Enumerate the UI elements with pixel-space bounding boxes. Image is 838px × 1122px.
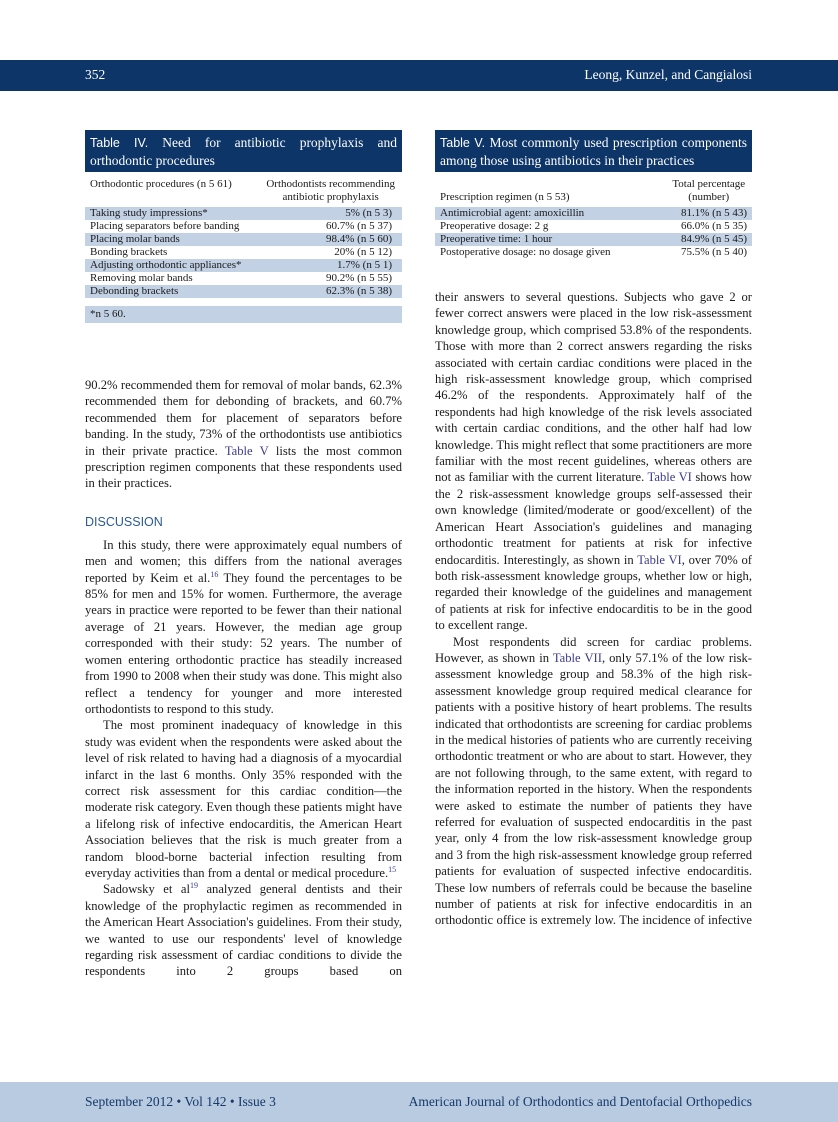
reference-link[interactable]: 19 xyxy=(189,881,198,891)
table-label: Table V. xyxy=(440,136,486,150)
page-number: 352 xyxy=(85,67,106,82)
table-v-link[interactable]: Table V xyxy=(224,443,269,458)
table-header-row xyxy=(85,172,402,207)
text: Most respondents did screen for cardiac problems. However, as shown in xyxy=(435,634,752,665)
table-row xyxy=(85,272,402,285)
cell: 81.1% (n 5 43) xyxy=(681,207,747,219)
cell: Placing molar bands xyxy=(90,233,180,245)
table-v-title xyxy=(435,130,752,172)
right-column-text xyxy=(435,289,752,929)
table-v xyxy=(435,130,752,259)
running-header xyxy=(0,60,838,91)
paragraph xyxy=(435,634,752,929)
running-header-authors: Leong, Kunzel, and Cangialosi xyxy=(584,67,752,82)
paragraph xyxy=(85,537,402,717)
text: , only 57.1% of the low risk-assessment knowledge group and 58.3% of the high risk-assessment knowledge group required medical clearance for patients with a positive history of heart problems. The results indicated that orthodontists are screening for cardiac problems in the medical histories of patients who are currently receiving orthodontic treatment or who are about to start. However, they are not following through, to the same extent, with regard to the information reported in the history. When the respondents were asked to estimate the number of patients they have referred for evaluation of suspected endocarditis in the past year, only 4 from the low risk-assessment knowledge group and 3 from the high risk-assessment knowledge group referred patients for evaluation of suspected infective endocarditis. These low numbers of referrals could be because the baseline number of patients at risk for infective endocarditis in an orthodontic office is extremely low. The incidence of infective xyxy=(435,650,753,928)
issue-info: September 2012 • Vol 142 • Issue 3 xyxy=(85,1094,276,1109)
cell: Bonding brackets xyxy=(90,246,168,258)
running-footer xyxy=(0,1082,838,1122)
column-header: Orthodontists recommending antibiotic prophylaxis xyxy=(266,178,395,203)
table-row xyxy=(435,246,752,259)
cell: Removing molar bands xyxy=(90,272,193,284)
column-header: Orthodontic procedures (n 5 61) xyxy=(90,178,232,190)
paragraph xyxy=(85,717,402,881)
cell: Preoperative time: 1 hour xyxy=(440,233,553,245)
table-row xyxy=(435,220,752,233)
cell: 62.3% (n 5 38) xyxy=(326,285,392,297)
column-header: Prescription regimen (n 5 53) xyxy=(440,191,570,203)
reference-link[interactable]: 16 xyxy=(210,569,219,579)
cell: 66.0% (n 5 35) xyxy=(681,220,747,232)
table-row xyxy=(85,207,402,220)
table-label: Table IV. xyxy=(90,136,149,150)
text: analyzed general dentists and their knowledge of the prophylactic regimen as recommended in the American Heart Association's guidelines. From their study, we wanted to use our respondents' level of knowledge regarding risk assessment of cardiac conditions to divide the respondents into 2 groups based on xyxy=(85,882,402,979)
table-vi-link[interactable]: Table VI xyxy=(637,552,682,567)
text: Sadowsky et al xyxy=(103,882,190,897)
table-vi-link[interactable]: Table VI xyxy=(647,470,692,485)
journal-name: American Journal of Orthodontics and Dentofacial Orthopedics xyxy=(408,1094,752,1109)
text: 90.2% recommended them for removal of molar bands, 62.3% recommended them for debonding of brackets, and 60.7% recommended them for placement of separators before banding. In the study, 73% of the orthodontists use antibiotics in their private practice. xyxy=(85,378,402,458)
cell: 1.7% (n 5 1) xyxy=(337,259,392,271)
cell: Postoperative dosage: no dosage given xyxy=(440,246,611,258)
table-row xyxy=(85,285,402,298)
table-row xyxy=(435,207,752,220)
table-row xyxy=(85,233,402,246)
cell: Preoperative dosage: 2 g xyxy=(440,220,549,232)
table-row xyxy=(85,220,402,233)
cell: Taking study impressions* xyxy=(90,207,208,219)
paragraph xyxy=(435,289,752,634)
cell: 75.5% (n 5 40) xyxy=(681,246,747,258)
cell: 5% (n 5 3) xyxy=(345,207,392,219)
section-heading: DISCUSSION xyxy=(85,514,163,529)
text: They found the percentages to be 85% for men and 15% for women. Furthermore, the average years in practice were reported to be fewer than their national average of 21 years. However, the median age group corresponded with their study: 52 years. The number of women entering orthodontic practice has steadily increased from 1990 to 2008 when their study was done. This might also reflect a tendency for younger and more interested orthodontists to respond to this study. xyxy=(85,570,403,716)
table-caption: Most commonly used prescription components among those using antibiotics in their practices xyxy=(440,135,748,168)
paragraph xyxy=(85,377,402,492)
column-header: Total percentage (number) xyxy=(672,178,746,203)
text: , over 70% of both risk-assessment knowledge groups, whether low or high, regarded their knowledge of the guidelines and management of patients at risk for infective endocarditis to be in the good to excellent range. xyxy=(435,552,752,633)
table-iv xyxy=(85,130,402,323)
cell: 98.4% (n 5 60) xyxy=(326,233,392,245)
text: lists the most common prescription regimen components that these respondents used in their practices. xyxy=(85,443,403,491)
cell: 84.9% (n 5 45) xyxy=(681,233,747,245)
cell: Debonding brackets xyxy=(90,285,179,297)
text: shows how the 2 risk-assessment knowledge groups self-assessed their own knowledge (limited/moderate or good/excellent) of the American Heart Association's guidelines and managing orthodontic treatment for patients at risk for infective endocarditis. Interestingly, as shown in xyxy=(435,470,752,567)
cell: 20% (n 5 12) xyxy=(334,246,392,258)
cell: Adjusting orthodontic appliances* xyxy=(90,259,242,271)
table-iv-title xyxy=(85,130,402,172)
text: The most prominent inadequacy of knowledge in this study was evident when the respondents were asked about the level of risk related to having had a diagnosis of a myocardial infarct in the last 6 months. Only 35% responded with the correct risk assessment for this cardiac condition—the moderate risk category. Even though these patients might have a lifelong risk of infective endocarditis, the American Heart Association believes that the risk is much greater from a random blood-borne bacterial infection resulting from everyday activities than from a dental or medical procedure. xyxy=(85,718,402,880)
cell: 60.7% (n 5 37) xyxy=(326,220,392,232)
paragraph xyxy=(85,881,402,979)
table-vii-link[interactable]: Table VII xyxy=(552,650,602,665)
table-row xyxy=(85,259,402,272)
table-header-row xyxy=(435,172,752,207)
table-row xyxy=(85,246,402,259)
text: In this study, there were approximately equal numbers of men and women; this differs from the national averages reported by Keim et al. xyxy=(85,537,402,585)
text: their answers to several questions. Subjects who gave 2 or fewer correct answers were placed in the low risk-assessment knowledge group, which comprised 53.8% of the respondents. Those with more than 2 correct answers regarding the risks associated with certain cardiac conditions were placed in the high risk-assessment knowledge group, which comprised 46.2% of the respondents. Approximately half of the respondents had high knowledge of the risk levels associated with certain cardiac conditions, and the other half had low knowledge. This might reflect that some practitioners are more familiar with the most recent guidelines, whereas others are not as familiar with the current literature. xyxy=(435,290,752,485)
cell: Placing separators before banding xyxy=(90,220,240,232)
table-caption: Need for antibiotic prophylaxis and orthodontic procedures xyxy=(90,135,397,168)
cell: 90.2% (n 5 55) xyxy=(326,272,392,284)
table-row xyxy=(435,233,752,246)
reference-link[interactable]: 15 xyxy=(388,864,397,874)
table-footnote: *n 5 60. xyxy=(85,306,402,323)
left-column-text xyxy=(85,377,402,980)
cell: Antimicrobial agent: amoxicillin xyxy=(440,207,585,219)
